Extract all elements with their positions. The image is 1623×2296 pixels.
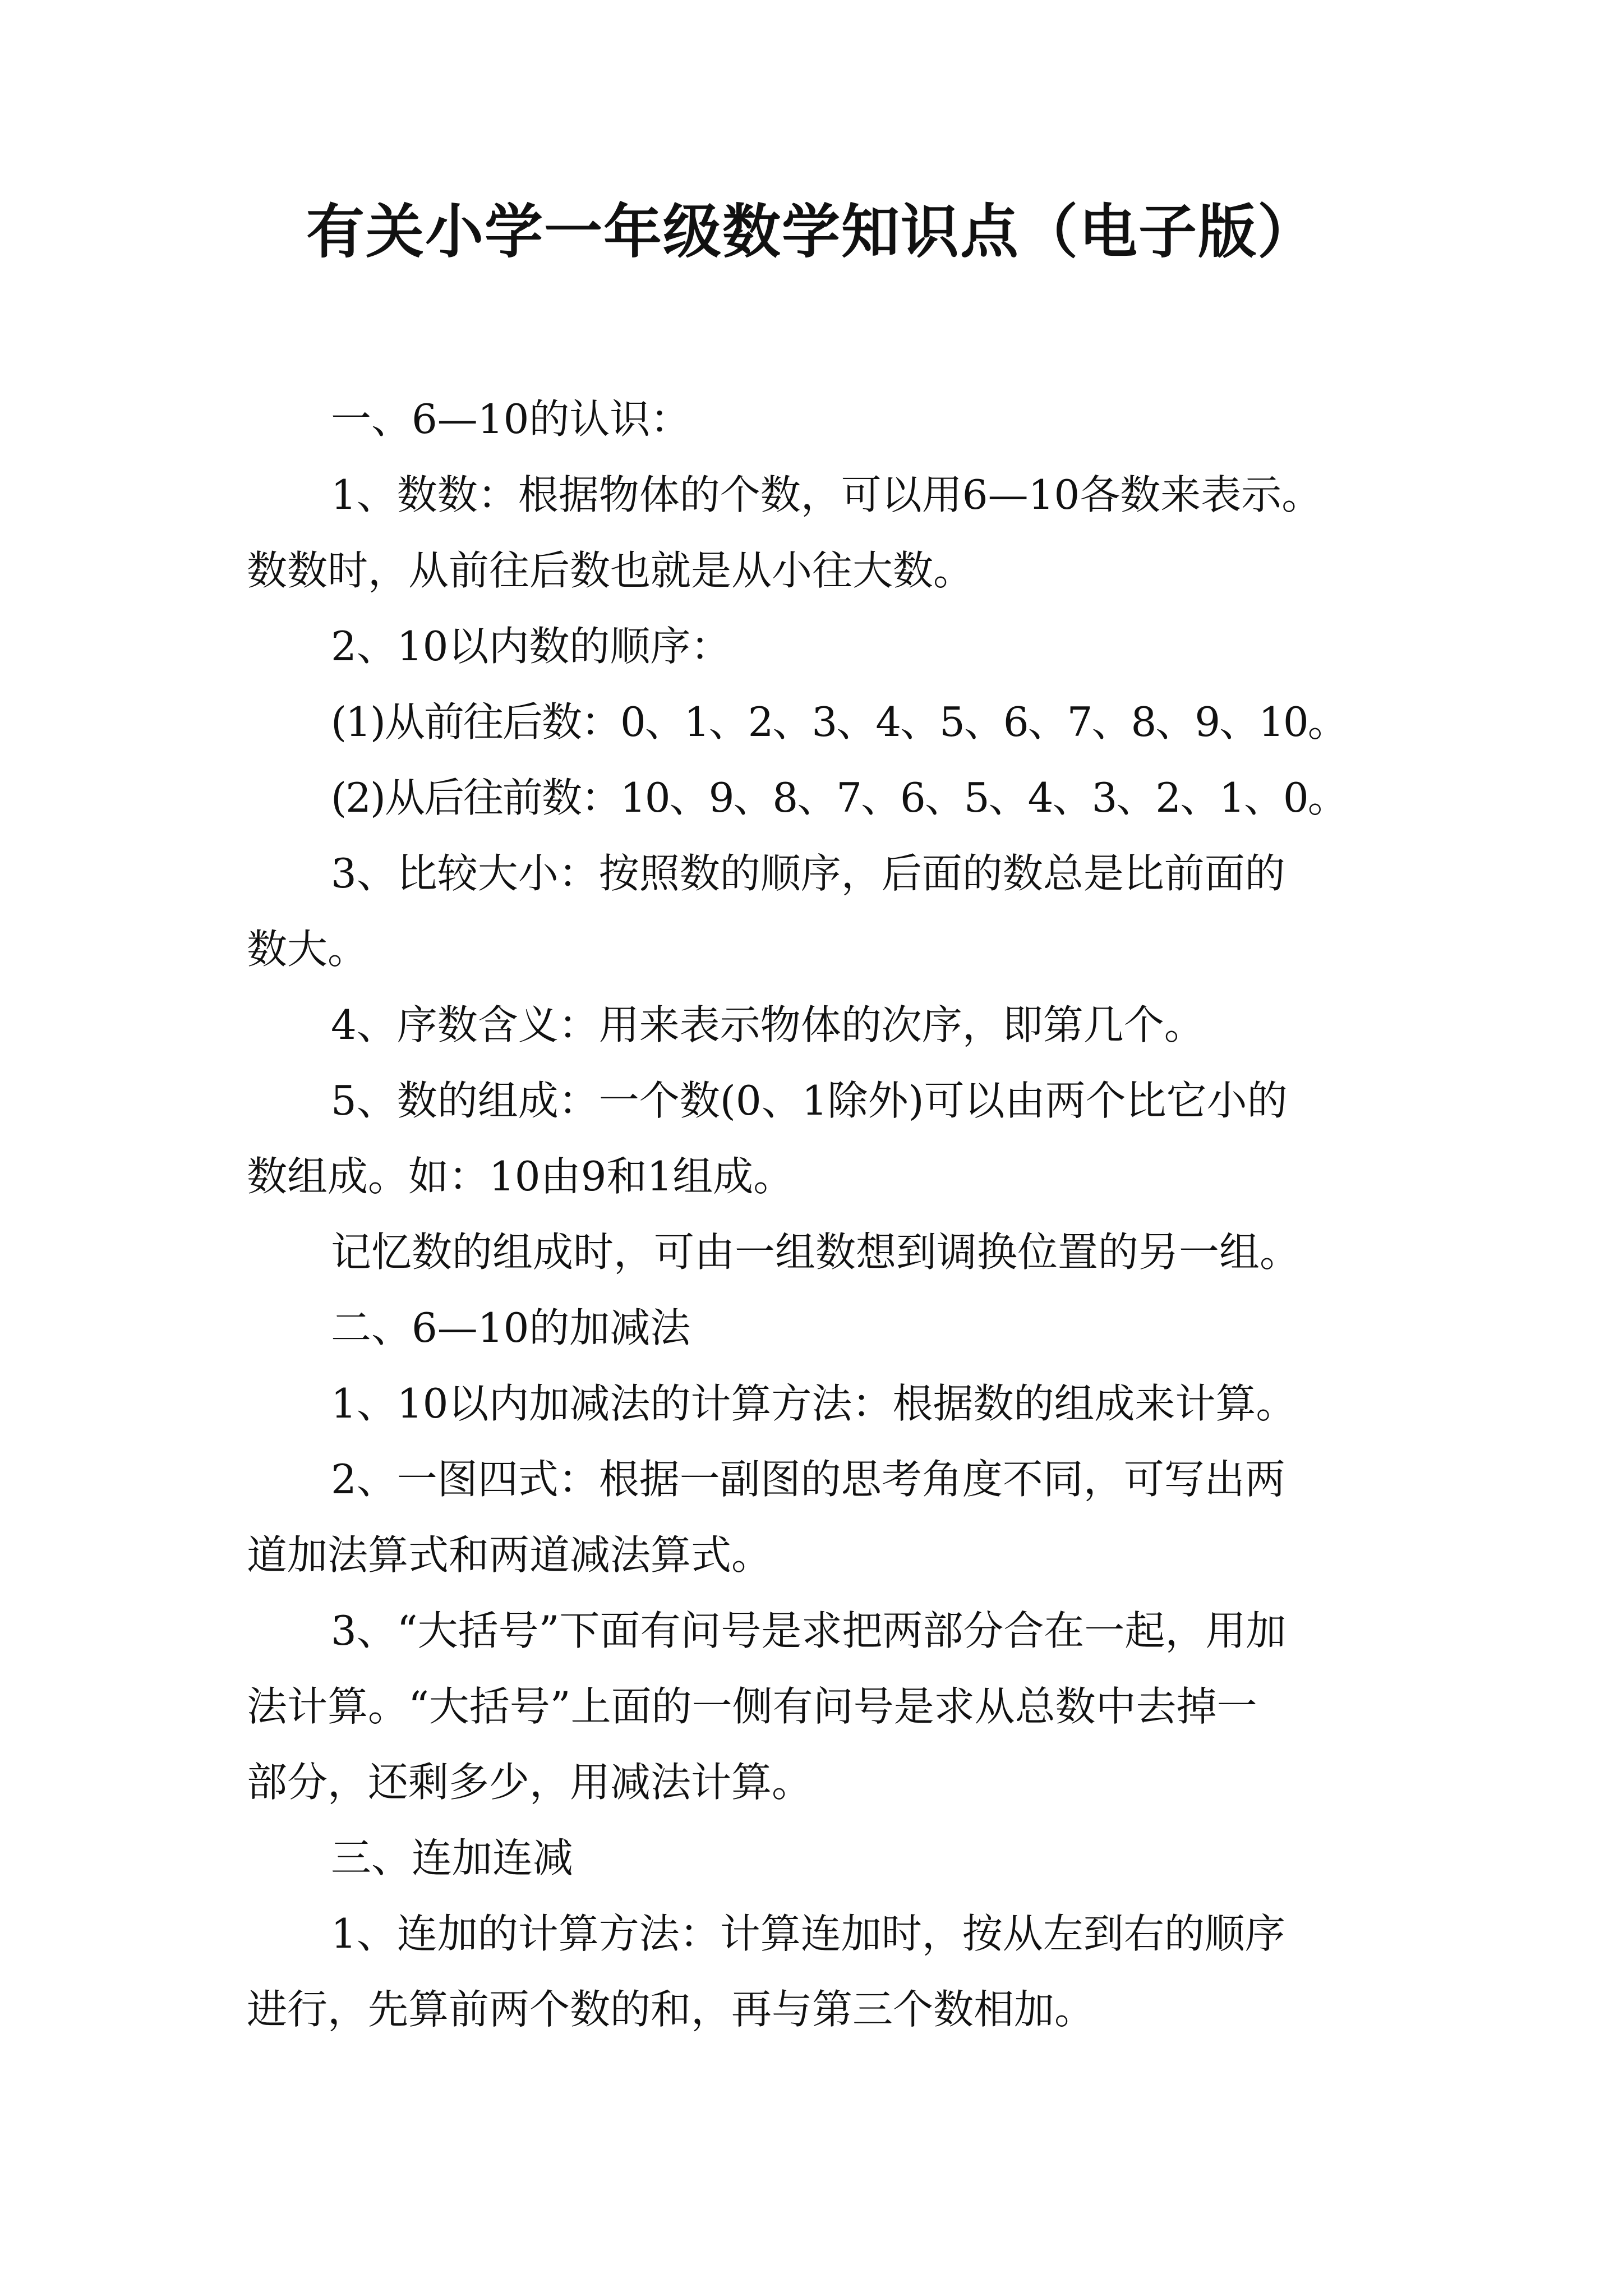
paragraph-line: 数组成。如：10由9和1组成。	[247, 1153, 794, 1200]
document-title: 有关小学一年级数学知识点（电子版）	[306, 197, 1317, 266]
paragraph-line: 1、10以内加减法的计算方法：根据数的组成来计算。	[331, 1380, 1297, 1427]
paragraph-line: 5、数的组成：一个数(0、1除外)可以由两个比它小的	[331, 1077, 1288, 1124]
paragraph-line: 1、连加的计算方法：计算连加时，按从左到右的顺序	[331, 1910, 1285, 1957]
paragraph-line: 记忆数的组成时，可由一组数想到调换位置的另一组。	[331, 1228, 1301, 1276]
paragraph-line: (1)从前往后数：0、1、2、3、4、5、6、7、8、9、10。	[331, 698, 1347, 746]
paragraph-line: 数大。	[247, 926, 368, 973]
document-body	[247, 381, 1402, 2047]
paragraph-line: 法计算。“大括号”上面的一侧有问号是求从总数中去掉一	[247, 1683, 1257, 1730]
paragraph-line: (2)从后往前数：10、9、8、7、6、5、4、3、2、1、0。	[331, 774, 1347, 821]
paragraph-line: 部分，还剩多少，用减法计算。	[247, 1759, 813, 1806]
section-heading-3: 三、连加连减	[331, 1834, 574, 1881]
paragraph-line: 2、一图四式：根据一副图的思考角度不同，可写出两	[331, 1456, 1285, 1503]
section-heading-1: 一、6—10的认识：	[331, 395, 691, 443]
paragraph-line: 道加法算式和两道减法算式。	[247, 1531, 772, 1579]
paragraph-line: 数数时，从前往后数也就是从小往大数。	[247, 547, 974, 594]
paragraph-line: 2、10以内数的顺序：	[331, 623, 731, 670]
paragraph-line: 3、“大括号”下面有问号是求把两部分合在一起，用加	[331, 1607, 1287, 1654]
paragraph-line: 进行，先算前两个数的和，再与第三个数相加。	[247, 1986, 1095, 2033]
paragraph-line: 4、序数含义：用来表示物体的次序，即第几个。	[331, 1001, 1205, 1048]
paragraph-line: 3、比较大小：按照数的顺序，后面的数总是比前面的	[331, 850, 1285, 897]
section-heading-2: 二、6—10的加减法	[331, 1304, 691, 1351]
paragraph-line: 1、数数：根据物体的个数，可以用6—10各数来表示。	[331, 471, 1322, 518]
